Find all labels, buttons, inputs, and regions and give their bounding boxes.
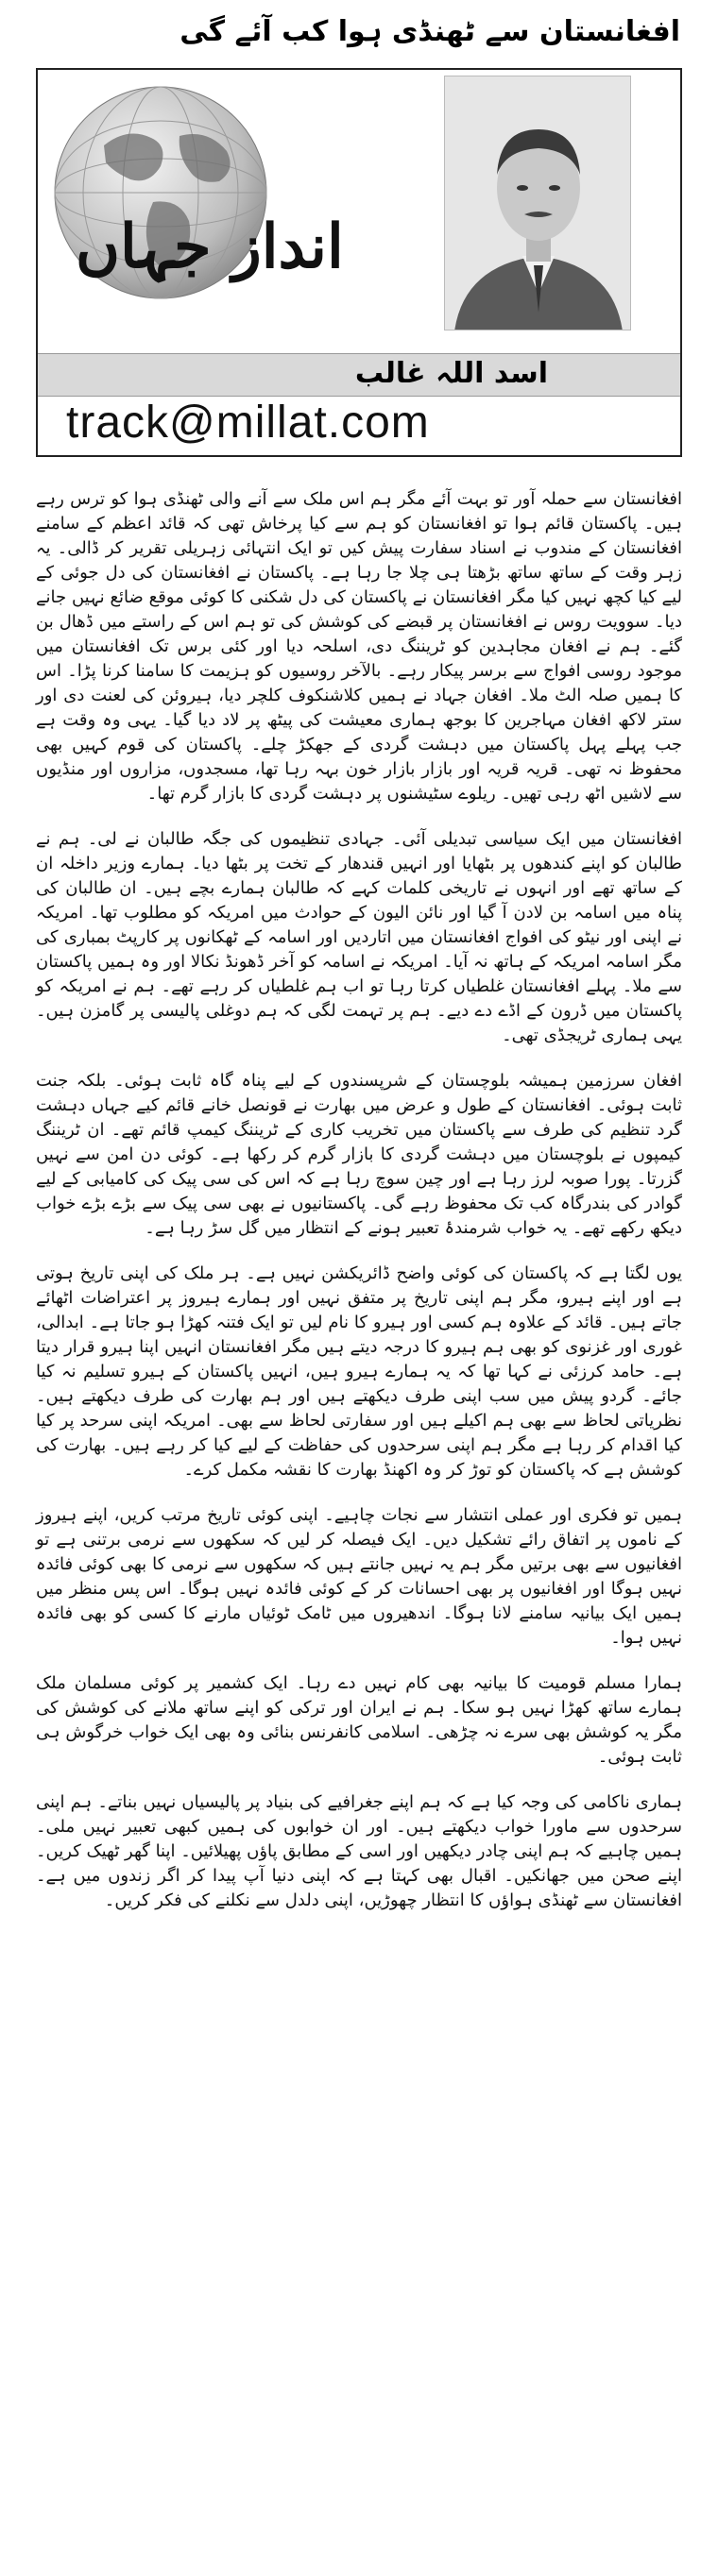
column-name-logo: انداز جہاں bbox=[76, 212, 344, 282]
article-paragraph: افغان سرزمین ہمیشہ بلوچستان کے شرپسندوں کے لیے پناہ گاہ ثابت ہوئی۔ بلکہ جنت ثابت ہوئی۔ افغانستان کے طول و عرض میں بھارت نے قونصل خانے قائم کیے جہاں دہشت گرد تنظیم کی طرف سے پاکستان میں تخریب کاری کے ٹریننگ کیمپ قائم تھے۔ ان ٹریننگ کیمپوں نے بلوچستان میں دہشت گردی کا بازار گرم کر رکھا ہے۔ کوئی دن امن سے نہیں گزرتا۔ پورا صوبہ لرز رہا ہے اور چین سوچ رہا ہے کہ اس کی سی پیک کی کامیابی کے لیے گوادر کی بندرگاہ کب تک محفوظ رہے گی۔ پاکستانیوں نے بھی سی پیک سے بڑے بڑے خواب دیکھ رکھے تھے۔ یہ خواب شرمندۂ تعبیر ہونے کے انتظار میں گل سڑ رہا ہے۔ bbox=[36, 1071, 682, 1238]
author-photo bbox=[444, 76, 631, 330]
article-paragraph: یوں لگتا ہے کہ پاکستان کی کوئی واضح ڈائریکشن نہیں ہے۔ ہر ملک کی اپنی تاریخ ہوتی ہے اور اپنے ہیرو، مگر ہم اپنی تاریخ پر متفق نہیں اور ہمارے ہیروز پر اعتراضات اٹھائے جاتے ہیں۔ قائد کے علاوہ ہم کسی اور ہیرو کا نام لیں تو ایک فتنہ کھڑا ہو جاتا ہے۔ ابدالی، غوری اور غزنوی کو بھی ہم ہیرو کا درجہ دیتے ہیں مگر افغانستان انہیں اپنا ہیرو قرار دیتا ہے۔ حامد کرزئی نے کہا تھا کہ یہ ہمارے ہیرو ہیں، انہیں پاکستان کے ہیرو تسلیم نہ کیا جائے۔ گردو پیش میں سب اپنی طرف دیکھتے ہیں اور ہم بھارت کی طرف دیکھتے ہیں۔ نظریاتی لحاظ سے بھی ہم اکیلے ہیں اور سفارتی لحاظ سے بھی۔ امریکہ اپنی سرحد پر کیا کیا اقدام کر رہا ہے مگر ہم اپنی سرحدوں کی حفاظت کے لیے کیا کر رہے ہیں۔ بھارت کی کوشش ہے کہ پاکستان کو توڑ کر وہ اکھنڈ بھارت کا نقشہ مکمل کرے۔ bbox=[36, 1263, 682, 1480]
article-paragraph: ہماری ناکامی کی وجہ کیا ہے کہ ہم اپنے جغرافیے کی بنیاد پر پالیسیاں نہیں بناتے۔ ہم اپنی سرحدوں سے ماورا خواب دیکھتے ہیں۔ اور ان خوابوں کی ہمیں کبھی تعبیر نہیں ملی۔ ہمیں چاہیے کہ ہم اپنی چادر دیکھیں اور اسی کے مطابق پاؤں پھیلائیں۔ اپنا گھر ٹھیک کریں۔ اپنے صحن میں جھانکیں۔ اقبال بھی کہتا ہے کہ اپنی دنیا آپ پیدا کر اگر زندوں میں ہے۔ افغانستان سے ٹھنڈی ہواؤں کا انتظار چھوڑیں، اپنی دلدل سے نکلنے کی فکر کریں۔ bbox=[36, 1792, 682, 1910]
contact-email: track@millat.com bbox=[66, 398, 430, 448]
column-headline: افغانستان سے ٹھنڈی ہوا کب آئے گی bbox=[180, 15, 680, 48]
article-paragraph: افغانستان سے حملہ آور تو بہت آئے مگر ہم اس ملک سے آنے والی ٹھنڈی ہوا کو ترس رہے ہیں۔ پاکستان قائم ہوا تو افغانستان کو ہم سے کیا پرخاش تھی کہ قائد اعظم کے سامنے افغانستان کے مندوب نے اسناد سفارت پیش کیں تو ایک انتہائی زہریلی تقریر کر ڈالی۔ یہ زہر وقت کے ساتھ ساتھ بڑھتا ہی چلا جا رہا ہے۔ پاکستان نے افغانستان کی دل جوئی کے لیے کیا کچھ نہیں کیا مگر افغانستان نے پاکستان کی دل شکنی کا کوئی موقع ضائع نہیں جانے دیا۔ سوویت روس نے افغانستان پر قبضے کی کوشش کی تو ہم اس کے راستے میں ڈھال بن گئے۔ ہم نے افغان مجاہدین کو ٹریننگ دی، اسلحہ دیا اور کئی برس تک افغانستان میں موجود روسی افواج سے برسر پیکار رہے۔ بالآخر روسیوں کو ہزیمت کا سامنا کرنا پڑا۔ اس کا ہمیں صلہ الٹ ملا۔ افغان جہاد نے ہمیں کلاشنکوف کلچر دیا، ہیروئن کی لعنت دی اور ستر لاکھ افغان مہاجرین کا بوجھ ہماری معیشت کی پیٹھ پر لاد دیا گیا۔ یہی وہ وقت ہے جب پہلے پہل پاکستان میں دہشت گردی کے جھکڑ چلے۔ پاکستان کی قوم کہیں بھی محفوظ نہ تھی۔ قریہ قریہ اور بازار بازار خون بہہ رہا تھا، مسجدوں، مزاروں اور منڈیوں سے لاشیں اٹھ رہی تھیں۔ ریلوے سٹیشنوں پر دہشت گردی کا بازار گرم تھا۔ bbox=[36, 489, 683, 804]
article-paragraph: افغانستان میں ایک سیاسی تبدیلی آئی۔ جہادی تنظیموں کی جگہ طالبان نے لی۔ ہم نے طالبان کو اپنے کندھوں پر بٹھایا اور انہیں قندھار کے تخت پر بٹھا دیا۔ ہمارے وزیر داخلہ ان کے ساتھ تھے اور انہوں نے تاریخی کلمات کہے کہ طالبان ہمارے بچے ہیں۔ ان طالبان کی پناہ میں اسامہ بن لادن آ گیا اور نائن الیون کے حوادث میں امریکہ کو مطلوب تھا۔ امریکہ نے اپنی اور نیٹو کی افواج افغانستان میں اتاردیں اور اسامہ کے ٹھکانوں پر کارپٹ بمباری کی مگر اسامہ امریکہ کے ہاتھ نہ آیا۔ امریکہ نے اسامہ کو آخر ڈھونڈ نکالا اور وہ ہمیں پاکستان سے ملا۔ پہلے افغانستان غلطیاں کرتا رہا تو اب ہم غلطیاں کر رہے تھے۔ ہم نے امریکہ کو پاکستان میں ڈرون کے اڈے دے دیے۔ ہم پر تہمت لگی کہ ہم دوغلی پالیسی پر گامزن ہیں۔ یہی ہماری ٹریجڈی تھی۔ bbox=[36, 829, 682, 1045]
author-name: اسد اللہ غالب bbox=[354, 357, 548, 390]
article-paragraph: ہمارا مسلم قومیت کا بیانیہ بھی کام نہیں دے رہا۔ ایک کشمیر پر کوئی مسلمان ملک ہمارے ساتھ کھڑا نہیں ہو سکا۔ ہم نے ایران اور ترکی کو اپنے ساتھ ملانے کی کوشش کی مگر یہ کوشش بھی سرے نہ چڑھی۔ اسلامی کانفرنس بنائی وہ بھی ایک خواب خرگوش ہی ثابت ہوئی۔ bbox=[36, 1673, 682, 1767]
article-body bbox=[36, 487, 682, 1934]
column-banner bbox=[36, 68, 682, 457]
author-portrait bbox=[445, 76, 631, 330]
article-paragraph: ہمیں تو فکری اور عملی انتشار سے نجات چاہیے۔ اپنی کوئی تاریخ مرتب کریں، اپنے ہیروز کے ناموں پر اتفاق رائے تشکیل دیں۔ ایک فیصلہ کر لیں کہ سکھوں سے نرمی برتنی ہے تو افغانیوں سے بھی برتیں مگر ہم یہ نہیں جانتے ہیں کہ سکھوں سے نرمی کا بھی کوئی فائدہ نہیں ہوگا اور افغانیوں پر بھی احسانات کر کے کوئی فائدہ نہیں ہوگا۔ اس پس منظر میں ہمیں ایک بیانیہ سامنے لانا ہوگا۔ اندھیروں میں ٹامک ٹوئیاں مارنے کا کسی کو بھی فائدہ نہیں ہوا۔ bbox=[36, 1505, 682, 1648]
